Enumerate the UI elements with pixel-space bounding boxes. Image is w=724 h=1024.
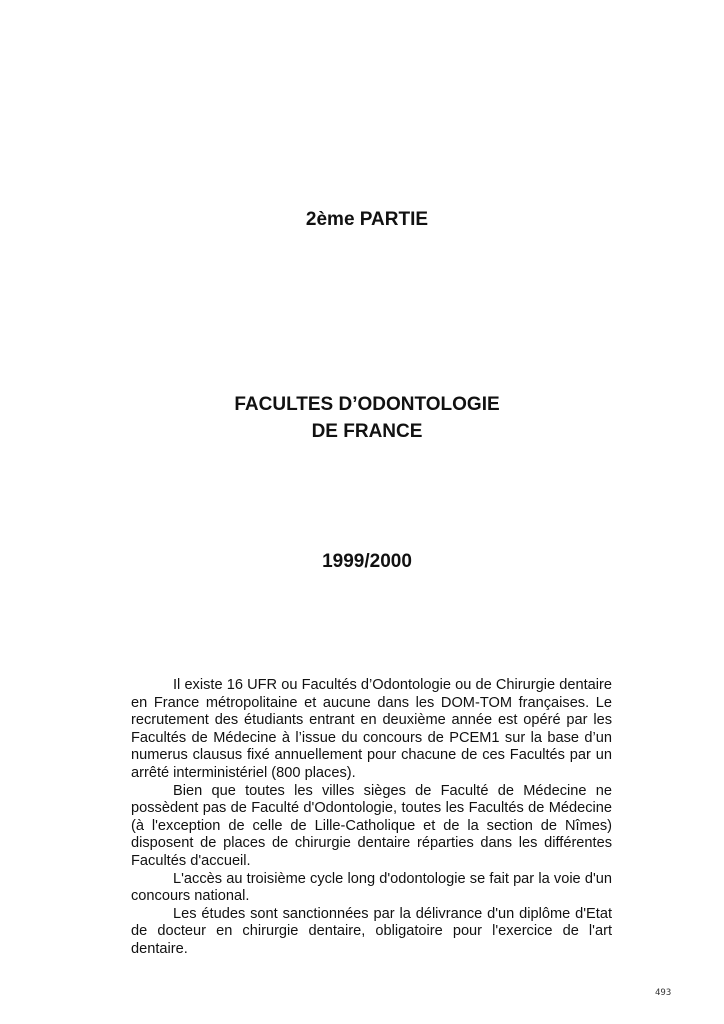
faculty-heading-line1: FACULTES D’ODONTOLOGIE	[234, 394, 500, 415]
body-text	[131, 677, 612, 959]
paragraph: Les études sont sanctionnées par la délivrance d'un diplôme d'Etat de docteur en chirurgie dentaire, obligatoire pour l'exercice de l'art dentaire.	[131, 905, 612, 957]
year-heading	[0, 548, 724, 575]
paragraph: Il existe 16 UFR ou Facultés d’Odontologie ou de Chirurgie dentaire en France métropolitaine et aucune dans les DOM-TOM françaises. Le recrutement des étudiants entrant en deuxième année est opéré par les Facultés de Médecine à l’issue du concours de PCEM1 sur la base d’un numerus clausus fixé annuellement pour chacune de ces Facultés par un arrêté interministériel (800 places).	[131, 677, 612, 781]
year-heading-text: 1999/2000	[322, 551, 412, 572]
part-heading	[0, 206, 724, 233]
paragraph: L'accès au troisième cycle long d'odontologie se fait par la voie d'un concours national.	[131, 870, 612, 905]
page-number: 493	[655, 988, 672, 998]
paragraph: Bien que toutes les villes sièges de Faculté de Médecine ne possèdent pas de Faculté d'Odontologie, toutes les Facultés de Médecine (à l'exception de celle de Lille-Catholique et de la section de Nîmes) disposent de places de chirurgie dentaire réparties dans les différentes Facultés d'accueil.	[131, 782, 612, 869]
faculty-heading	[0, 391, 724, 445]
faculty-heading-line2: DE FRANCE	[311, 421, 423, 442]
part-heading-text: 2ème PARTIE	[305, 209, 429, 230]
